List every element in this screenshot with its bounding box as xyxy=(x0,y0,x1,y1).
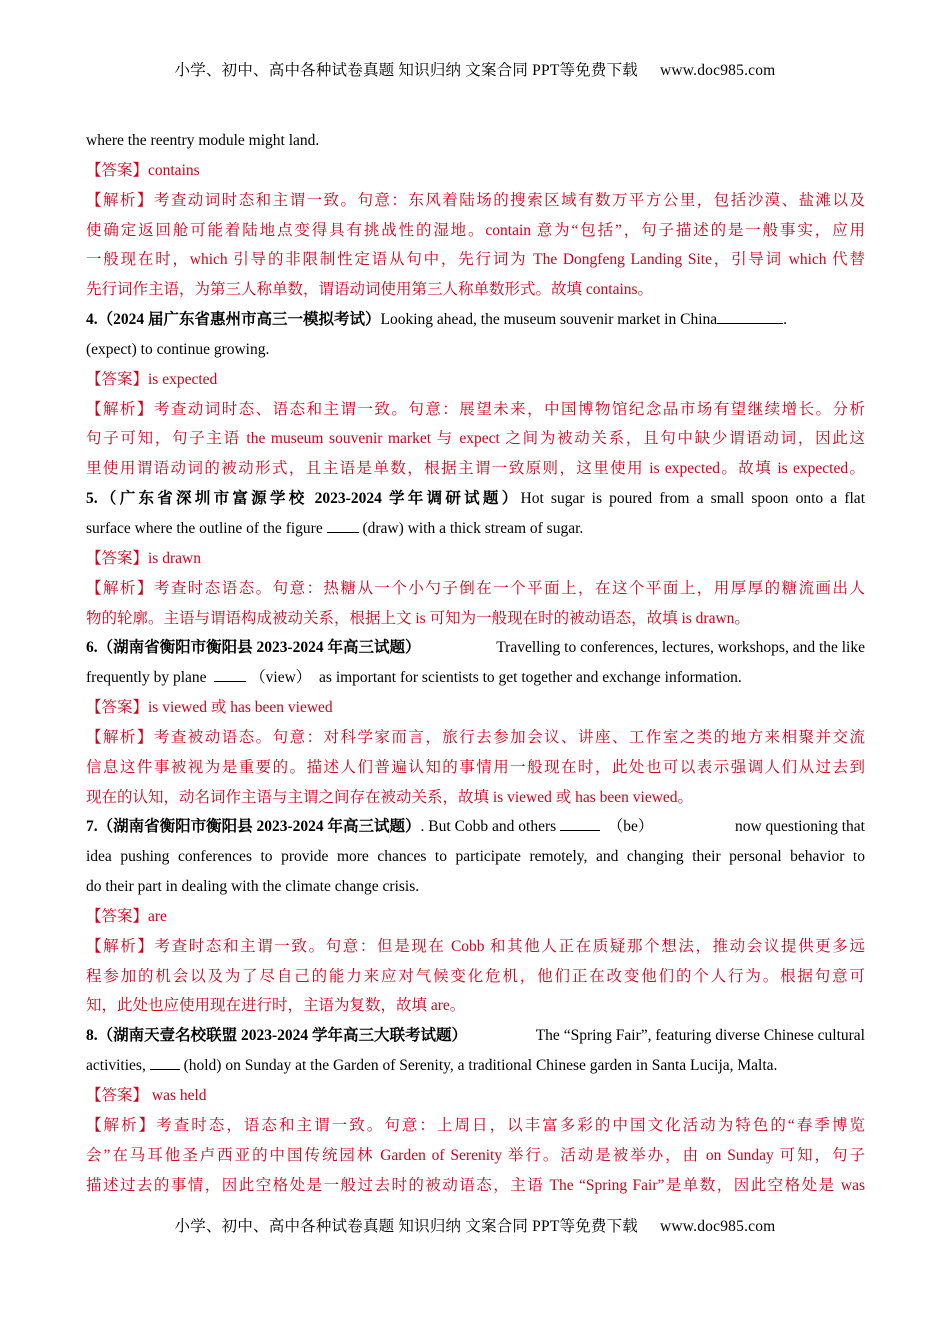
question-text: now questioning that xyxy=(734,818,865,836)
footer-text: 小学、初中、高中各种试卷真题 知识归纳 文案合同 PPT等免费下载 xyxy=(174,1218,638,1235)
text-line xyxy=(86,514,865,544)
question-text: Travelling to conferences, lectures, workshops, and the like xyxy=(496,639,865,657)
question-number: 5.（广东省深圳市富源学校 2023-2024 学年调研试题） xyxy=(86,490,521,508)
analysis-line: 【解析】考查时态，语态和主谓一致。句意：上周日，以丰富多彩的中国文化活动为特色的“春季博览 xyxy=(86,1116,865,1134)
analysis-line: 句子可知，句子主语 the museum souvenir market 与 expect 之间为被动关系，且句中缺少谓语动词，因此这 xyxy=(86,430,865,448)
text-line xyxy=(86,1051,865,1081)
analysis-line: 【解析】考查动词时态、语态和主谓一致。句意：展望未来，中国博物馆纪念品市场有望继续增长。分析 xyxy=(86,400,865,418)
analysis-line: 先行词作主语，为第三人称单数，谓语动词使用第三人称单数形式。故填 contains。 xyxy=(86,281,654,299)
answer-line: 【答案】is viewed 或 has been viewed xyxy=(86,699,333,717)
question-text: as important for scientists to get together and exchange information. xyxy=(319,669,742,687)
question-text: surface where the outline of the figure xyxy=(86,519,323,537)
question-text: The “Spring Fair”, featuring diverse Chinese cultural xyxy=(535,1027,865,1045)
question-text: (hold) on Sunday at the Garden of Serenity, a traditional Chinese garden in Santa Lucija, Malta. xyxy=(183,1057,778,1075)
header-url[interactable]: www.doc985.com xyxy=(659,62,776,79)
answer-blank xyxy=(214,666,246,682)
header-text: 小学、初中、高中各种试卷真题 知识归纳 文案合同 PPT等免费下载 xyxy=(174,62,638,79)
page-footer xyxy=(0,1214,950,1236)
answer-blank xyxy=(717,308,783,324)
question-number: 4.（2024 届广东省惠州市高三一模拟考试） xyxy=(86,311,381,329)
question-text: activities, xyxy=(86,1057,146,1075)
analysis-line: 【解析】考查时态语态。句意：热糖从一个小勺子倒在一个平面上，在这个平面上，用厚厚的糖流画出人 xyxy=(86,579,865,597)
analysis-line: 信息这件事被视为是重要的。描述人们普遍认知的事情用一般现在时，此处也可以表示强调人们从过去到 xyxy=(86,758,865,776)
question-text: （be） xyxy=(607,818,654,836)
text-line: where the reentry module might land. xyxy=(86,132,320,149)
question-8 xyxy=(86,1021,865,1051)
question-number: 8.（湖南天壹名校联盟 2023-2024 学年高三大联考试题） xyxy=(86,1027,468,1045)
text-line xyxy=(86,663,865,693)
analysis-line: 一般现在时，which 引导的非限制性定语从句中，先行词为 The Dongfeng Landing Site，引导词 which 代替 xyxy=(86,251,865,269)
text-line: (expect) to continue growing. xyxy=(86,340,270,358)
question-text: （view） xyxy=(250,669,312,687)
analysis-line: 使确定返回舱可能着陆地点变得具有挑战性的湿地。contain 意为“包括”，句子描述的是一般事实，应用 xyxy=(86,221,865,239)
answer-line: 【答案】is drawn xyxy=(86,549,201,567)
analysis-line: 描述过去的事情，因此空格处是一般过去时的被动语态，主语 The “Spring Fair”是单数，因此空格处是 was xyxy=(86,1176,865,1194)
analysis-line: 【解析】考查时态和主谓一致。句意：但是现在 Cobb 和其他人正在质疑那个想法，推动会议提供更多远 xyxy=(86,937,865,955)
question-text: Hot sugar is poured from a small spoon onto a flat xyxy=(520,490,865,508)
footer-url[interactable]: www.doc985.com xyxy=(659,1218,776,1235)
answer-line: 【答案】are xyxy=(86,907,167,925)
question-text: (draw) with a thick stream of sugar. xyxy=(362,519,584,537)
analysis-line: 现在的认知，动名词作主语与主谓之间存在被动关系，故填 is viewed 或 has been viewed。 xyxy=(86,788,694,806)
analysis-line: 里使用谓语动词的被动形式，且主语是单数，根据主谓一致原则，这里使用 is expected。故填 is expected。 xyxy=(86,460,865,478)
analysis-line: 程参加的机会以及为了尽自己的能力来应对气候变化危机，他们正在改变他们的个人行为。根据句意可 xyxy=(86,967,865,985)
question-text: . But Cobb and others xyxy=(420,818,557,836)
question-6 xyxy=(86,633,865,663)
analysis-line: 知，此处也应使用现在进行时，主语为复数，故填 are。 xyxy=(86,997,466,1015)
answer-blank xyxy=(150,1054,180,1070)
answer-line: 【答案】contains xyxy=(86,161,200,179)
answer-line: 【答案】 was held xyxy=(86,1087,207,1104)
question-4 xyxy=(86,305,865,335)
analysis-line: 会”在马耳他圣卢西亚的中国传统园林 Garden of Serenity 举行。活动是被举办，由 on Sunday 可知，句子 xyxy=(86,1146,865,1164)
analysis-line: 【解析】考查被动语态。句意：对科学家而言，旅行去参加会议、讲座、工作室之类的地方来相聚并交流 xyxy=(86,728,865,746)
analysis-line: 物的轮廓。主语与谓语构成被动关系，根据上文 is 可知为一般现在时的被动语态，故填 is drawn。 xyxy=(86,609,750,627)
question-7 xyxy=(86,812,865,842)
question-text: . xyxy=(783,311,788,329)
answer-line: 【答案】is expected xyxy=(86,370,218,388)
text-line: do their part in dealing with the climate change crisis. xyxy=(86,878,420,896)
text-line: idea pushing conferences to provide more chances to participate remotely, and changing their personal behavior to xyxy=(86,848,865,866)
analysis-line: 【解析】考查动词时态和主谓一致。句意：东风着陆场的搜索区域有数万平方公里，包括沙漠、盐滩以及 xyxy=(86,191,865,209)
answer-blank xyxy=(327,517,359,533)
page-header xyxy=(0,58,950,80)
question-number: 6.（湖南省衡阳市衡阳县 2023-2024 年高三试题） xyxy=(86,639,421,657)
document-body xyxy=(86,126,865,1200)
question-text: frequently by plane xyxy=(86,669,207,687)
question-text: Looking ahead, the museum souvenir market in China xyxy=(380,311,718,329)
question-5 xyxy=(86,484,865,514)
answer-blank xyxy=(560,815,600,831)
question-number: 7.（湖南省衡阳市衡阳县 2023-2024 年高三试题） xyxy=(86,818,421,836)
